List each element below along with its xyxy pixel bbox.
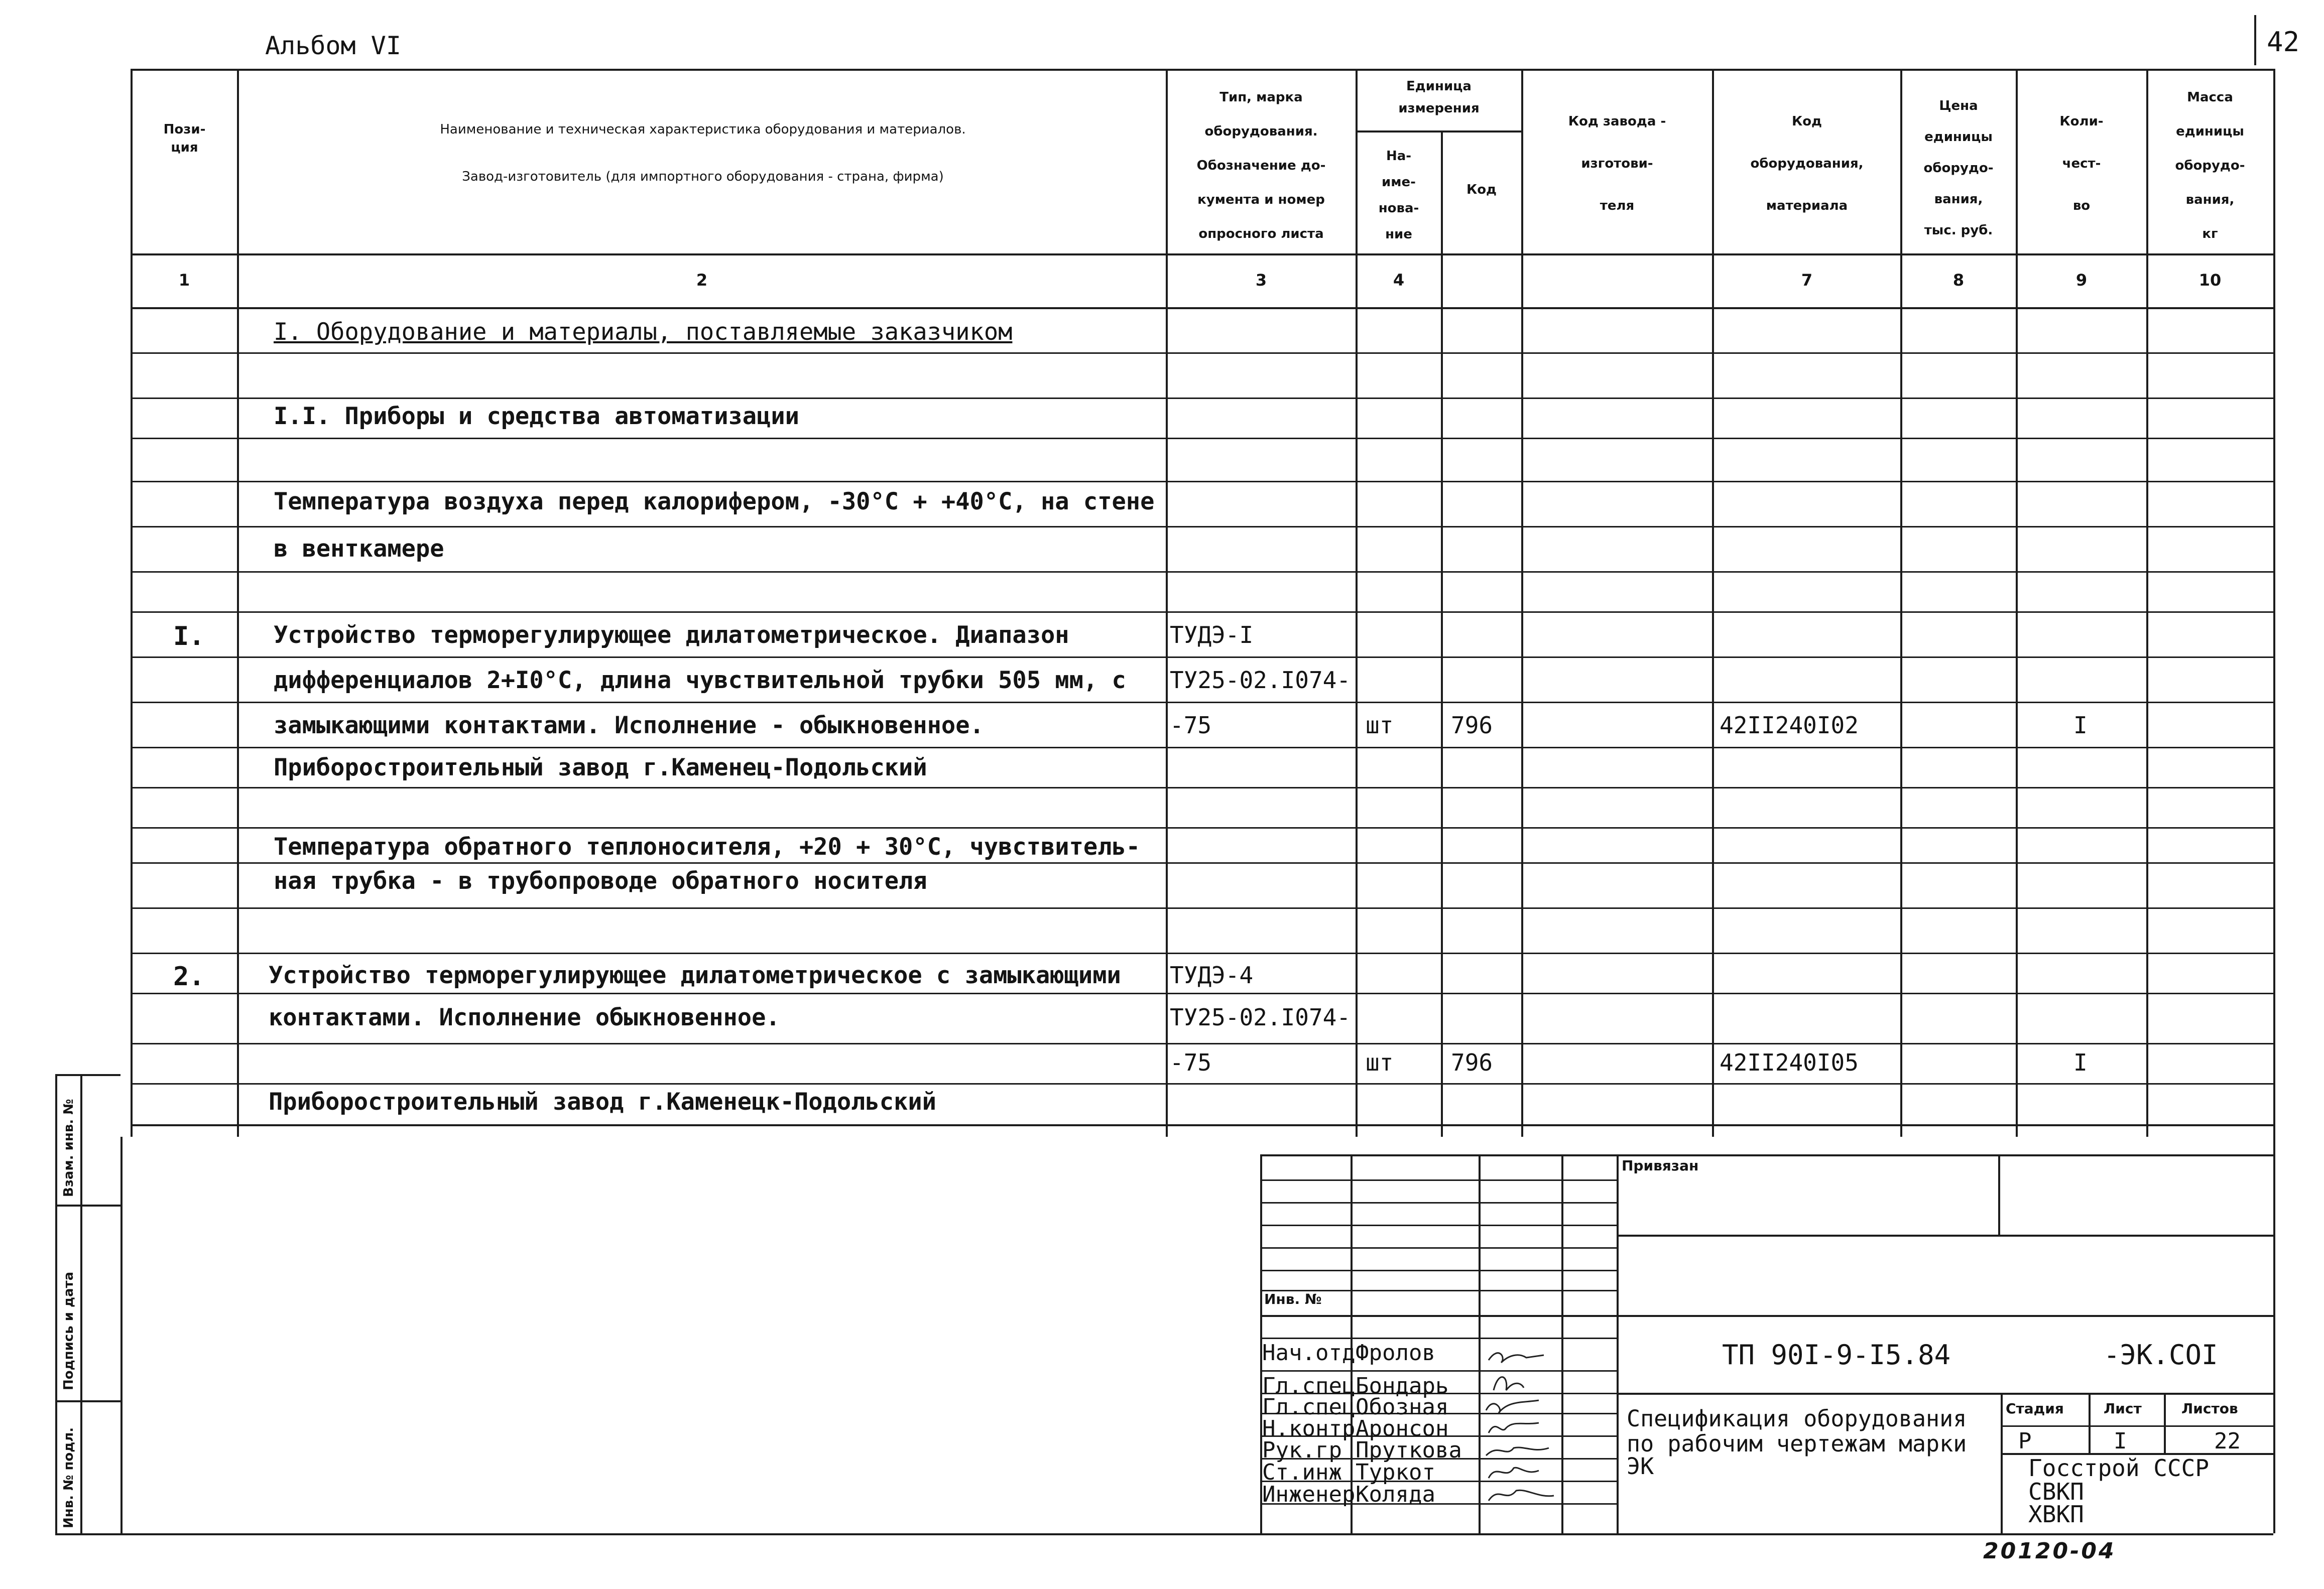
item-1-type-c: -75 <box>1170 712 1212 739</box>
col-number-10: 10 <box>2198 271 2222 290</box>
signature-7 <box>1489 1490 1554 1501</box>
col-number-4: 4 <box>1393 271 1405 290</box>
signatures <box>1479 1335 1561 1533</box>
stamp-doc-code: ТП 90I-9-I5.84 <box>1722 1339 1951 1371</box>
stamp-role-5: Рук.гр <box>1262 1437 1342 1463</box>
stamp-role-3: Гл.спец <box>1262 1394 1356 1420</box>
signature-6 <box>1489 1468 1539 1478</box>
stamp-name-1: Фролов <box>1356 1340 1435 1366</box>
item-1-unit-code: 796 <box>1451 712 1493 739</box>
item-2-unit-code: 796 <box>1451 1049 1493 1076</box>
stamp-role-7: Инженер <box>1262 1482 1356 1507</box>
side-label-signature-date: Подпись и дата <box>61 1271 76 1390</box>
stamp-role-6: Ст.инж <box>1262 1460 1342 1485</box>
stamp-stage: Р <box>2018 1428 2032 1454</box>
album-label: Альбом VI <box>265 31 401 60</box>
section-title-1-1: I.I. Приборы и средства автоматизации <box>274 403 799 430</box>
item-1-line-d: Приборостроительный завод г.Каменец-Подольский <box>274 754 927 781</box>
note-2-line-a: Температура обратного теплоносителя, +20 + 30°С, чувствитель- <box>274 833 1141 861</box>
item-2-type-a: ТУДЭ-4 <box>1170 962 1254 989</box>
header-position: Пози- ция <box>163 122 206 155</box>
stamp-sheet-label: Лист <box>2104 1400 2142 1417</box>
header-type: Тип, марка оборудования. Обозначение до- кумента и номер опросного листа <box>1196 90 1326 241</box>
note-2-line-b: ная трубка - в трубопроводе обратного носителя <box>274 867 927 895</box>
stamp-title-c: ЭК <box>1627 1453 1654 1480</box>
item-1-line-a: Устройство терморегулирующее дилатометрическое. Диапазон <box>274 621 1069 649</box>
side-label-replace-inv: Взам. инв. № <box>61 1099 76 1197</box>
item-1-quantity: I <box>2073 712 2088 739</box>
bottom-number: 20120-04 <box>1983 1538 2116 1564</box>
note-1-line-a: Температура воздуха перед калорифером, -30°С + +40°С, на стене <box>274 488 1155 515</box>
item-1-code: 42II240I02 <box>1720 712 1859 739</box>
col-number-1: 1 <box>178 271 190 290</box>
col-number-7: 7 <box>1801 271 1813 290</box>
signature-1 <box>1489 1353 1544 1363</box>
header-mass: Масса единицы оборудо- вания, кг <box>2175 90 2245 241</box>
signature-4 <box>1489 1423 1539 1433</box>
item-1-position: I. <box>173 621 205 651</box>
header-unit-name: На- име- нова- ние <box>1378 149 1419 242</box>
item-1-type-b: ТУ25-02.I074- <box>1170 667 1351 694</box>
item-2-quantity: I <box>2073 1049 2088 1076</box>
note-1-line-b: в венткамере <box>274 535 444 563</box>
stamp-privyazan: Привязан <box>1622 1157 1699 1174</box>
header-unit-group: Единица измерения <box>1398 79 1480 116</box>
header-name: Наименование и техническая характеристика оборудования и материалов. Завод-изготовитель (для импортного оборудования - страна, фирма) <box>440 122 966 184</box>
header-unit-code: Код <box>1466 182 1497 197</box>
header-equipment-code: Код оборудования, материала <box>1750 114 1864 213</box>
col-number-3: 3 <box>1255 271 1267 290</box>
stamp-title-a: Спецификация оборудования <box>1627 1405 1967 1432</box>
stamp-name-3: Обозная <box>1356 1394 1449 1420</box>
item-2-line-b: контактами. Исполнение обыкновенное. <box>269 1004 780 1031</box>
stamp-role-4: Н.контр <box>1262 1416 1356 1441</box>
stamp-org-c: ХВКП <box>2028 1501 2084 1528</box>
stamp-org-a: Госстрой СССР <box>2028 1454 2210 1482</box>
item-2-type-c: -75 <box>1170 1049 1212 1076</box>
item-1-line-c: замыкающими контактами. Исполнение - обыкновенное. <box>274 712 984 739</box>
stamp-inv-no: Инв. № <box>1264 1291 1322 1307</box>
col-number-2: 2 <box>696 271 708 290</box>
item-1-line-b: дифференциалов 2+I0°С, длина чувствительной трубки 505 мм, с <box>274 667 1126 694</box>
signature-2 <box>1494 1377 1524 1390</box>
side-label-original-inv: Инв. № подл. <box>61 1427 76 1528</box>
stamp-role-2: Гл.спец <box>1262 1373 1356 1399</box>
item-2-line-d: Приборостроительный завод г.Каменецк-Подольский <box>269 1088 936 1116</box>
stamp-name-4: Аронсон <box>1356 1416 1449 1441</box>
item-2-unit: шт <box>1366 1049 1394 1076</box>
stamp-sheet: I <box>2114 1428 2127 1454</box>
stamp-org-b: СВКП <box>2028 1478 2084 1505</box>
stamp-name-5: Пруткова <box>1356 1437 1462 1463</box>
item-2-position: 2. <box>173 962 205 992</box>
stamp-stage-label: Стадия <box>2006 1400 2064 1417</box>
item-1-unit: шт <box>1366 712 1394 739</box>
stamp-title-b: по рабочим чертежам марки <box>1627 1430 1967 1457</box>
header-quantity: Коли- чест- во <box>2059 114 2104 213</box>
item-2-code: 42II240I05 <box>1720 1049 1859 1076</box>
stamp-sheets-label: Листов <box>2181 1400 2238 1417</box>
signature-3 <box>1486 1400 1539 1413</box>
col-number-9: 9 <box>2075 271 2088 290</box>
header-price: Цена единицы оборудо- вания, тыс. руб. <box>1923 98 1994 238</box>
stamp-sheets: 22 <box>2214 1428 2241 1454</box>
col-number-8: 8 <box>1952 271 1965 290</box>
stamp-name-2: Бондарь <box>1356 1373 1449 1399</box>
signature-5 <box>1486 1447 1549 1455</box>
stamp-role-1: Нач.отд <box>1262 1340 1356 1366</box>
item-1-type-a: ТУДЭ-I <box>1170 621 1254 648</box>
item-2-type-b: ТУ25-02.I074- <box>1170 1004 1351 1031</box>
section-title-1: I. Оборудование и материалы, поставляемые заказчиком <box>274 318 1013 346</box>
stamp-name-6: Туркот <box>1356 1460 1435 1485</box>
stamp-name-7: Коляда <box>1356 1482 1435 1507</box>
item-2-line-a: Устройство терморегулирующее дилатометрическое с замыкающими <box>269 962 1121 989</box>
stamp-doc-suffix: -ЭК.СОI <box>2104 1339 2218 1371</box>
header-factory-code: Код завода - изготови- теля <box>1568 114 1666 213</box>
sheet-number: 42 <box>2267 26 2300 58</box>
